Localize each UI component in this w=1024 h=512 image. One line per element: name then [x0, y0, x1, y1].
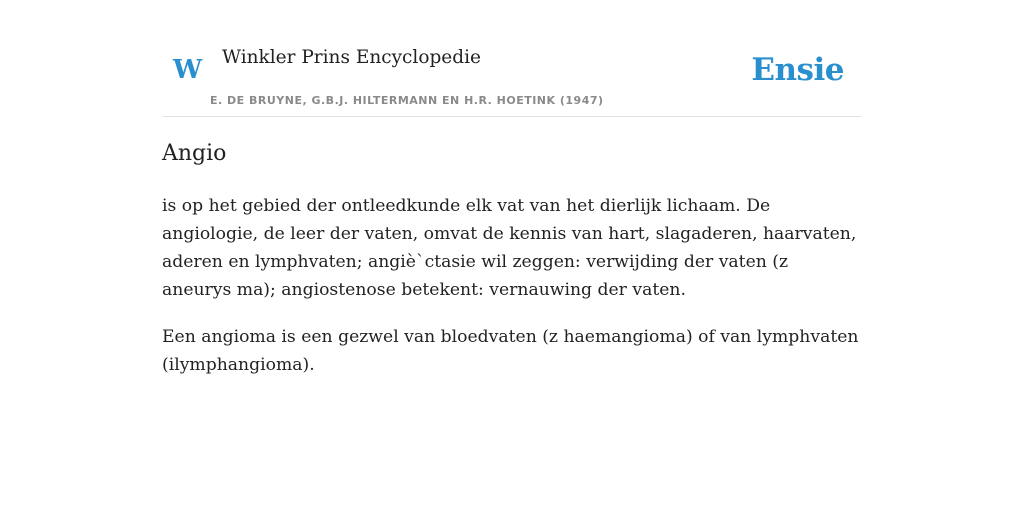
source-header [162, 0, 862, 117]
article-paragraph: Een angioma is een gezwel van bloedvaten (z haemangioma) of van lymphvaten (ilymphangioma). [162, 327, 859, 375]
source-title[interactable]: Winkler Prins Encyclopedie [222, 47, 481, 68]
source-logo[interactable]: W [173, 55, 203, 85]
source-authors: E. DE BRUYNE, G.B.J. HILTERMANN EN H.R. HOETINK (1947) [210, 94, 604, 107]
article [162, 136, 862, 379]
article-title: Angio [162, 141, 227, 166]
article-paragraph: is op het gebied der ontleedkunde elk vat van het dierlijk lichaam. De angiologie, de leer der vaten, omvat de kennis van hart, slagaderen, haarvaten, aderen en lymphvaten; angiè`ctasie wil zeggen: verwijding der vaten (z aneurys ma); angiostenose betekent: vernauwing der vaten. [162, 196, 857, 300]
ensie-logo-link[interactable]: Ensie [751, 52, 844, 88]
